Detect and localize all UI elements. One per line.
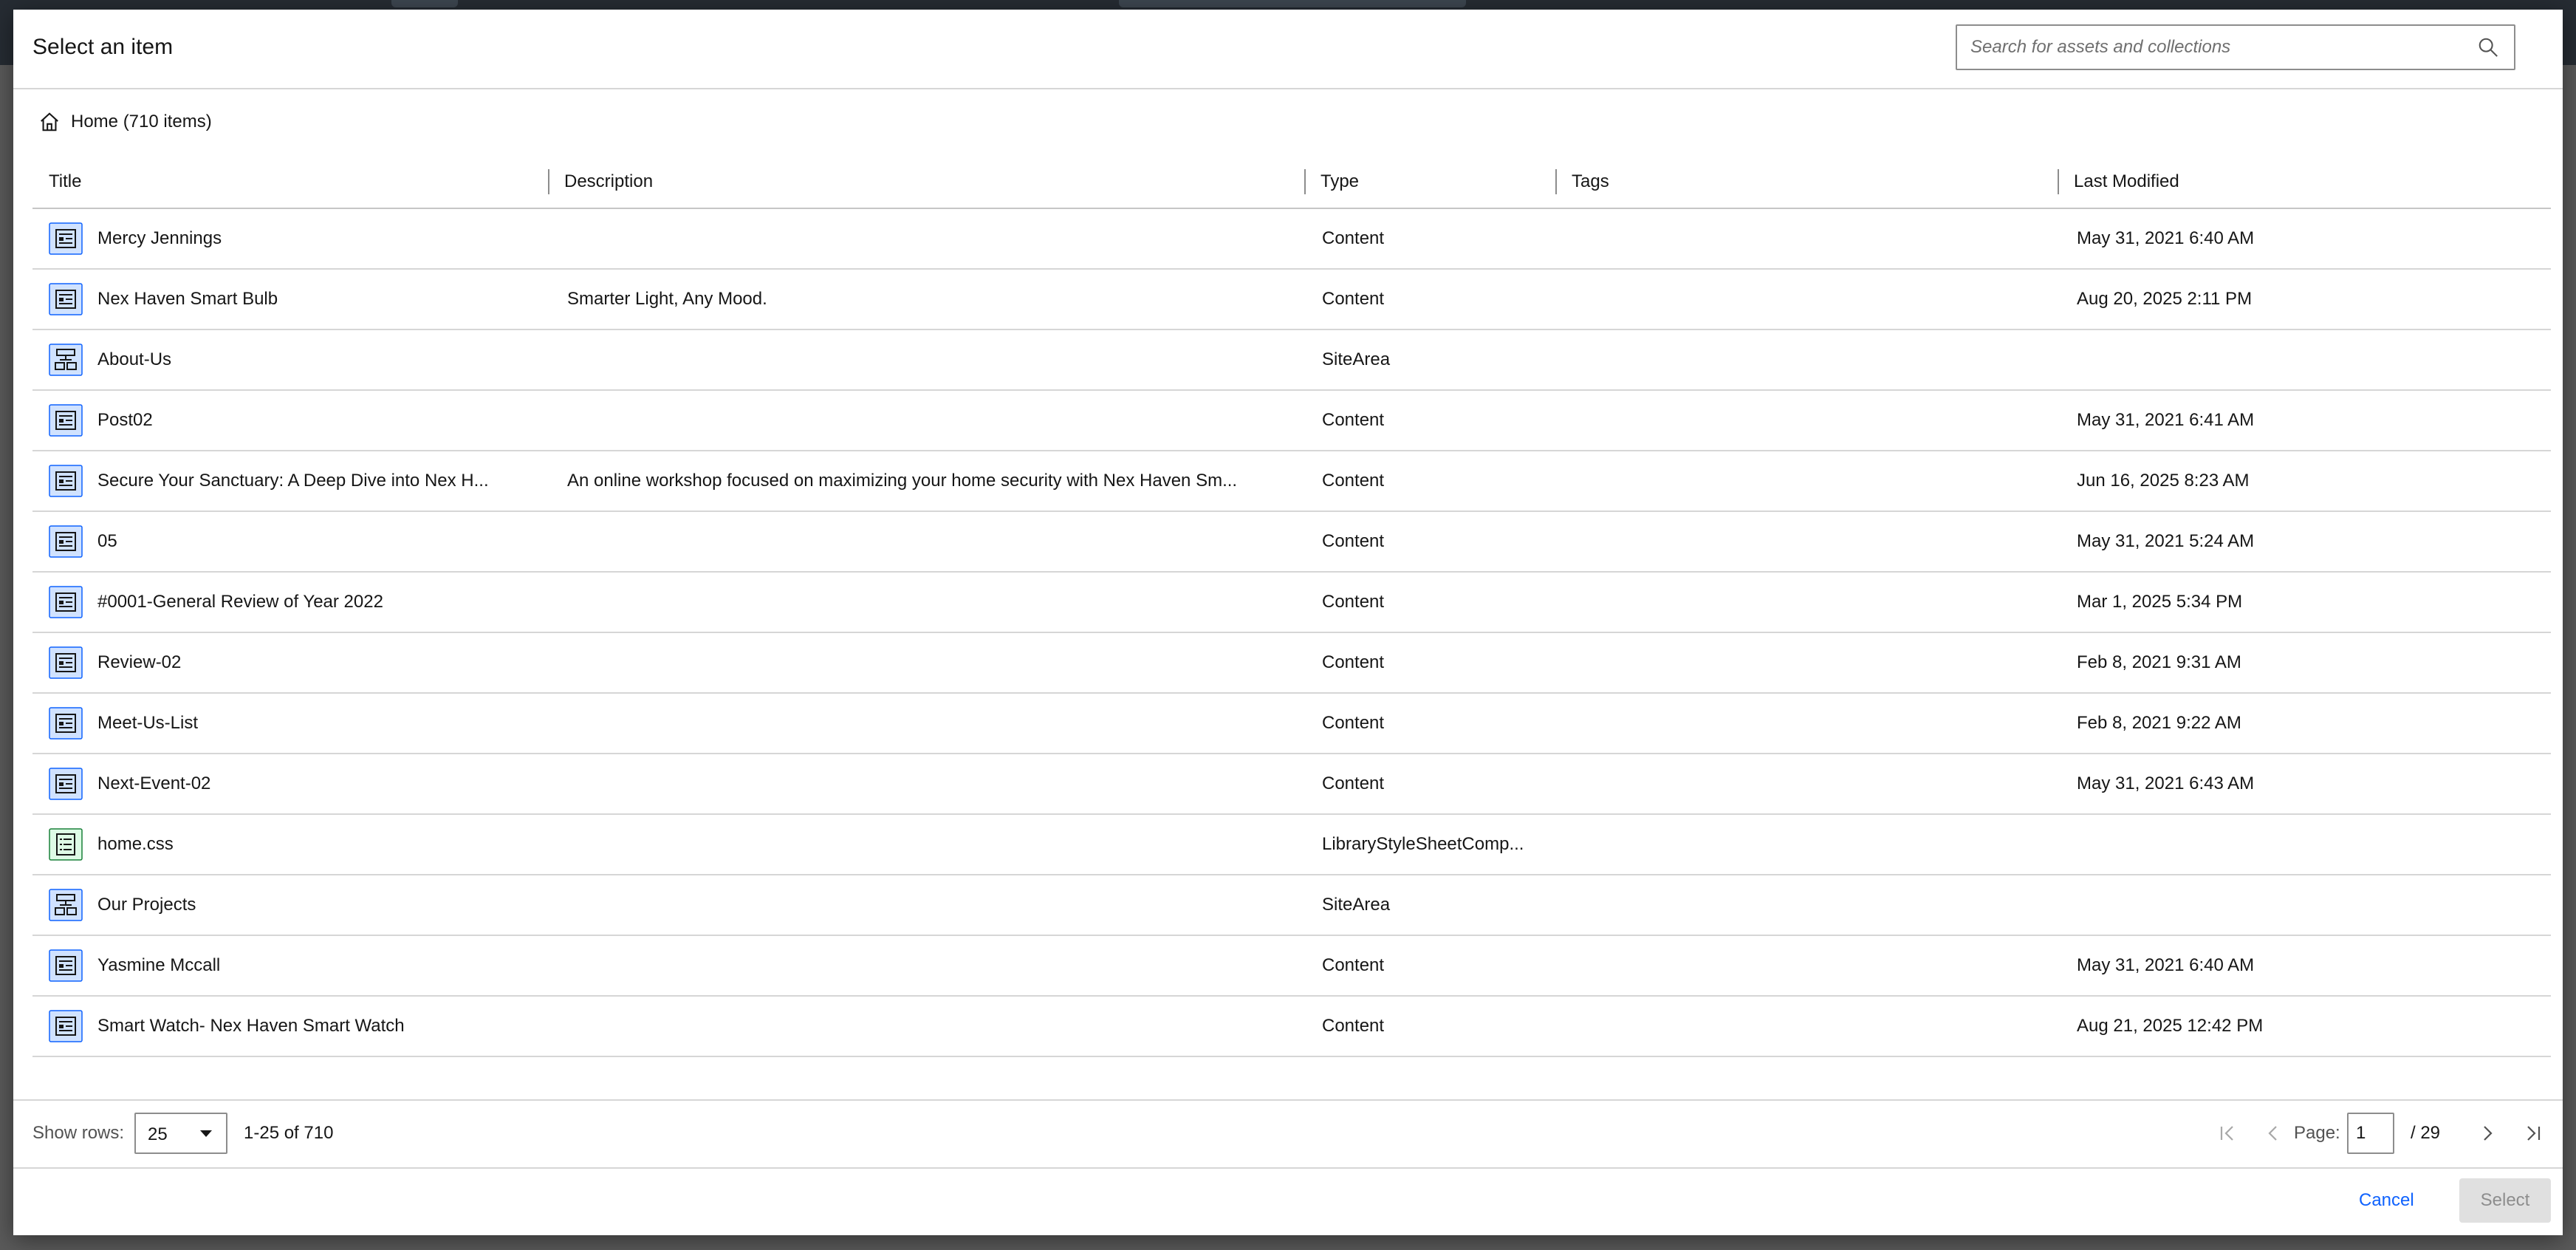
cell-description: [567, 512, 1298, 571]
page-number-input[interactable]: [2347, 1113, 2394, 1154]
table-row[interactable]: [32, 754, 2551, 815]
first-page-icon[interactable]: [2213, 1118, 2242, 1148]
cell-last-modified: May 31, 2021 6:41 AM: [2077, 410, 2255, 430]
column-header-last-modified[interactable]: Last Modified: [2058, 156, 2179, 208]
cell-tags: [1573, 875, 2046, 935]
cell-last-modified: Aug 20, 2025 2:11 PM: [2077, 289, 2253, 309]
table-row[interactable]: [32, 694, 2551, 754]
table-row[interactable]: [32, 270, 2551, 330]
cell-title: Yasmine Mccall: [97, 955, 221, 975]
column-separator[interactable]: [1555, 169, 1557, 194]
content-icon: [49, 768, 83, 800]
cell-last-modified: May 31, 2021 6:43 AM: [2077, 773, 2255, 793]
cell-description: Smarter Light, Any Mood.: [567, 289, 767, 309]
table-row[interactable]: [32, 936, 2551, 997]
cell-description: [567, 391, 1298, 450]
table-row[interactable]: [32, 391, 2551, 451]
cell-tags: [1573, 694, 2046, 753]
cell-type: Content: [1322, 471, 1385, 491]
rows-per-page-value: 25: [148, 1124, 168, 1144]
cancel-button[interactable]: Cancel: [2359, 1190, 2414, 1210]
table-body: [32, 209, 2551, 1080]
cell-type: LibraryStyleSheetComp...: [1322, 834, 1524, 854]
cell-description: [567, 330, 1298, 389]
chevron-down-icon: [199, 1129, 213, 1139]
content-icon: [49, 525, 83, 558]
cell-tags: [1573, 936, 2046, 995]
cell-description: [567, 754, 1298, 813]
cell-type: Content: [1322, 289, 1385, 309]
cell-last-modified: [2077, 875, 2520, 935]
cell-description: [567, 573, 1298, 632]
cell-type: Content: [1322, 1016, 1385, 1036]
item-range: 1-25 of 710: [244, 1123, 334, 1143]
cell-last-modified: Jun 16, 2025 8:23 AM: [2077, 471, 2250, 491]
content-icon: [49, 465, 83, 497]
cell-type: Content: [1322, 652, 1385, 672]
site-area-icon: [49, 344, 83, 376]
content-icon: [49, 707, 83, 740]
column-separator[interactable]: [1304, 169, 1306, 194]
cell-type: Content: [1322, 410, 1385, 430]
cell-tags: [1573, 330, 2046, 389]
cell-title: #0001-General Review of Year 2022: [97, 592, 383, 612]
table-row[interactable]: [32, 573, 2551, 633]
cell-type: Content: [1322, 713, 1385, 733]
column-separator[interactable]: [2058, 169, 2059, 194]
previous-page-icon[interactable]: [2258, 1118, 2288, 1148]
table-row[interactable]: [32, 633, 2551, 694]
cell-last-modified: [2077, 815, 2520, 874]
cell-description: [567, 633, 1298, 692]
cell-title: Next-Event-02: [97, 773, 211, 793]
cell-description: [567, 209, 1298, 268]
cell-tags: [1573, 815, 2046, 874]
table-row[interactable]: [32, 330, 2551, 391]
page-label: Page:: [2294, 1123, 2340, 1143]
cell-tags: [1573, 512, 2046, 571]
cell-last-modified: Feb 8, 2021 9:31 AM: [2077, 652, 2241, 672]
stylesheet-icon: [49, 828, 83, 861]
cell-type: SiteArea: [1322, 349, 1391, 369]
content-icon: [49, 646, 83, 679]
background-toggle: [391, 0, 458, 7]
cell-tags: [1573, 391, 2046, 450]
cell-description: [567, 815, 1298, 874]
cell-description: An online workshop focused on maximizing your home security with Nex Haven Sm...: [567, 471, 1238, 491]
select-item-dialog: [13, 10, 2563, 1235]
table-row[interactable]: [32, 875, 2551, 936]
table-row[interactable]: [32, 815, 2551, 875]
last-page-icon[interactable]: [2518, 1118, 2548, 1148]
search-icon[interactable]: [2477, 36, 2499, 58]
breadcrumb-label: Home (710 items): [71, 112, 212, 132]
cell-title: Meet-Us-List: [97, 713, 199, 733]
cell-last-modified: Aug 21, 2025 12:42 PM: [2077, 1016, 2264, 1036]
cell-tags: [1573, 209, 2046, 268]
rows-per-page-select[interactable]: [134, 1113, 227, 1154]
page-total: / 29: [2411, 1123, 2441, 1143]
cell-tags: [1573, 633, 2046, 692]
cell-tags: [1573, 754, 2046, 813]
table-row[interactable]: [32, 997, 2551, 1057]
search-input[interactable]: [1957, 26, 2514, 69]
select-button[interactable]: Select: [2459, 1178, 2551, 1223]
column-header-title[interactable]: Title: [49, 171, 82, 191]
cell-type: Content: [1322, 531, 1385, 551]
cell-description: [567, 936, 1298, 995]
items-table: [32, 156, 2551, 1036]
breadcrumb-home[interactable]: [38, 109, 212, 135]
cell-last-modified: Mar 1, 2025 5:34 PM: [2077, 592, 2243, 612]
cell-title: Secure Your Sanctuary: A Deep Dive into Nex H...: [97, 471, 489, 491]
column-header-description[interactable]: Description: [548, 156, 653, 208]
content-icon: [49, 222, 83, 255]
next-page-icon[interactable]: [2473, 1118, 2502, 1148]
cell-type: Content: [1322, 955, 1385, 975]
dialog-title: Select an item: [32, 35, 174, 59]
content-icon: [49, 283, 83, 315]
column-header-type[interactable]: Type: [1304, 156, 1359, 208]
table-header: [32, 156, 2551, 209]
content-icon: [49, 949, 83, 982]
cell-last-modified: Feb 8, 2021 9:22 AM: [2077, 713, 2241, 733]
cell-last-modified: [2077, 330, 2520, 389]
cell-type: Content: [1322, 228, 1385, 248]
cell-tags: [1573, 997, 2046, 1056]
cell-description: [567, 997, 1298, 1056]
cell-tags: [1573, 451, 2046, 510]
pagination-bar: [13, 1099, 2563, 1169]
cell-description: [567, 875, 1298, 935]
home-icon: [38, 111, 61, 133]
show-rows-label: Show rows:: [32, 1123, 125, 1143]
cell-description: [567, 694, 1298, 753]
cell-type: SiteArea: [1322, 895, 1391, 915]
dialog-header: [13, 10, 2563, 89]
cell-title: Post02: [97, 410, 153, 430]
content-icon: [49, 1010, 83, 1042]
cell-tags: [1573, 270, 2046, 329]
table-row[interactable]: [32, 451, 2551, 512]
table-row[interactable]: [32, 512, 2551, 573]
cell-title: Review-02: [97, 652, 182, 672]
content-icon: [49, 404, 83, 437]
background-search: [1119, 0, 1466, 7]
cell-title: home.css: [97, 834, 174, 854]
cell-title: Mercy Jennings: [97, 228, 222, 248]
cell-title: 05: [97, 531, 117, 551]
cell-title: Our Projects: [97, 895, 196, 915]
content-icon: [49, 586, 83, 618]
search-box[interactable]: [1956, 24, 2515, 70]
cell-type: Content: [1322, 592, 1385, 612]
cell-last-modified: May 31, 2021 6:40 AM: [2077, 228, 2255, 248]
site-area-icon: [49, 889, 83, 921]
cell-last-modified: May 31, 2021 6:40 AM: [2077, 955, 2255, 975]
cell-type: Content: [1322, 773, 1385, 793]
column-separator[interactable]: [548, 169, 549, 194]
table-row[interactable]: [32, 209, 2551, 270]
column-header-tags[interactable]: Tags: [1555, 156, 1609, 208]
cell-title: Smart Watch- Nex Haven Smart Watch: [97, 1016, 405, 1036]
cell-last-modified: May 31, 2021 5:24 AM: [2077, 531, 2255, 551]
cell-tags: [1573, 573, 2046, 632]
cell-title: Nex Haven Smart Bulb: [97, 289, 278, 309]
cell-title: About-Us: [97, 349, 172, 369]
